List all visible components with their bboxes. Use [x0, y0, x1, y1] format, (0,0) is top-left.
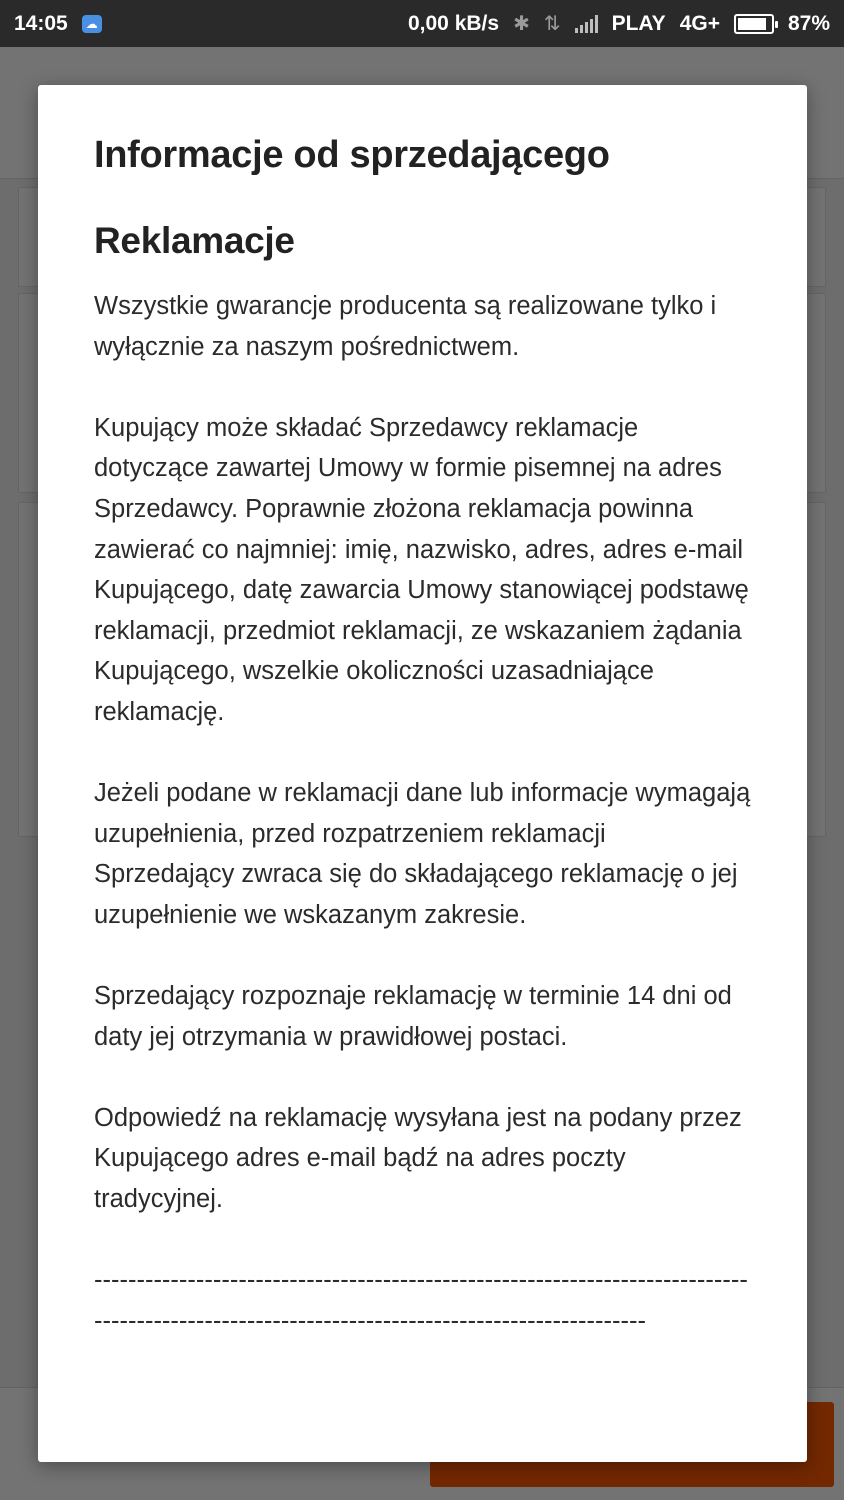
dialog-title: Informacje od sprzedającego [94, 134, 610, 176]
status-network-speed: 0,00 kB/s [407, 11, 500, 35]
status-carrier: PLAY [611, 11, 666, 35]
seller-info-dialog[interactable] [38, 85, 807, 1462]
dialog-content[interactable] [94, 286, 751, 1341]
status-bar-left [14, 12, 102, 36]
signal-icon [575, 15, 598, 33]
status-bar [0, 0, 844, 47]
paragraph: Wszystkie gwarancje producenta są realizowane tylko i wyłącznie za naszym pośrednictwem. [94, 292, 717, 361]
cloud-icon: ☁ [82, 15, 102, 33]
bluetooth-icon: ✱ [513, 13, 530, 35]
status-bar-right [408, 11, 830, 36]
battery-icon [734, 14, 774, 34]
status-network-type: 4G+ [679, 11, 720, 35]
dashed-divider: ---------------------------------------------------------------------------------------------------------------------------------------------- [94, 1266, 748, 1335]
section-title-complaints: Reklamacje [94, 220, 295, 261]
paragraph: Jeżeli podane w reklamacji dane lub informacje wymagają uzupełnienia, przed rozpatrzeniem reklamacji Sprzedający zwraca się do składającego reklamację o jej uzupełnienie we wskazanym zakresie. [94, 779, 751, 929]
data-arrows-icon: ⇅ [543, 13, 561, 35]
paragraph: Kupujący może składać Sprzedawcy reklamacje dotyczące zawartej Umowy w formie pisemnej na adres Sprzedawcy. Poprawnie złożona reklamacja powinna zawierać co najmniej: imię, nazwisko, adres, adres e-mail Kupującego, datę zawarcia Umowy stanowiącej podstawę reklamacji, przedmiot reklamacji, ze wskazaniem żądania Kupującego, wszelkie okoliczności uzasadniające reklamację. [94, 413, 749, 726]
status-battery: 87% [787, 11, 830, 35]
status-time: 14:05 [14, 11, 68, 35]
paragraph: Odpowiedź na reklamację wysyłana jest na podany przez Kupującego adres e-mail bądź na adres poczty tradycyjnej. [94, 1103, 742, 1214]
paragraph: Sprzedający rozpoznaje reklamację w terminie 14 dni od daty jej otrzymania w prawidłowej postaci. [94, 982, 732, 1051]
battery-level-fill [738, 18, 766, 30]
